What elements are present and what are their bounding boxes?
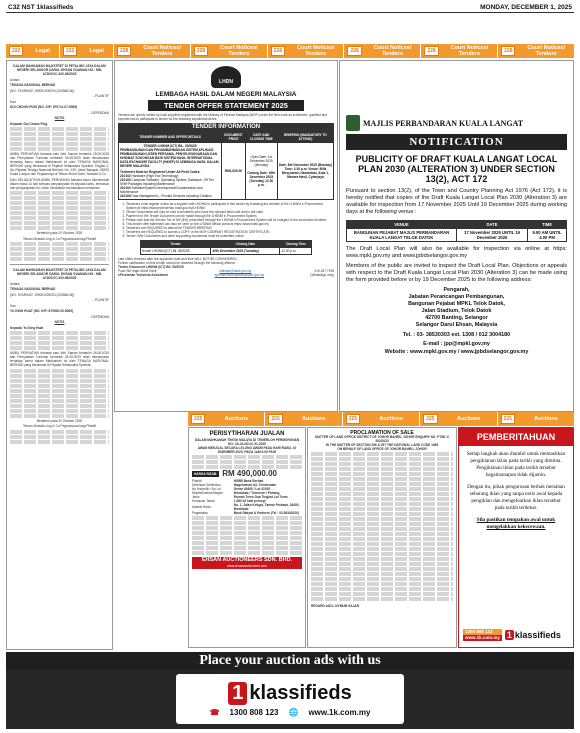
party-line: TENAGA NASIONAL BERHAD: [10, 287, 56, 291]
logo-mark-icon: 1: [228, 682, 247, 705]
address-line: 42700 Banting, Selangor: [425, 315, 488, 321]
section-label: Auctions: [534, 416, 558, 422]
logo-text: klassifieds: [249, 681, 352, 704]
pemberitahuan-notice: [458, 427, 574, 648]
tender-table: [118, 131, 334, 200]
pemberitahuan-title: PEMBERITAHUAN: [459, 428, 573, 446]
section-number: 222: [9, 46, 23, 56]
auction-details: Plaintif HSBB Bank Berhad Defendan-Defendan Mageswhari A/L Teerasmam No Hakmilik / No Lot Geran 43690 / Lot 31952 Mukim/Daerah/Negeri Mentakab / Temerloh / Pahang Jenis Rumah Teres Dua Tingkat Lot Teras Keluasan Tanah 1,580.16 kaki persegi Alamat Harta No. 1, Jalan Kelupa, Taman Perkasa, 28400, Mentakab Pegawaian Bank Rakyat & Partners (Tel : 03-89343220): [192, 479, 300, 515]
col-header: VENUE: [347, 221, 457, 229]
col-header: DATE: [457, 221, 528, 229]
auctioneer-website[interactable]: www.ehsanauctioneers.com: [192, 563, 302, 569]
col-header: Tender: [140, 241, 211, 248]
banner-title: Place your auction ads with us: [6, 652, 574, 670]
tender-bar: [114, 44, 190, 58]
tender-note: 4. Please note that the Service Tax of 8% (8%) prescribed through the LHDNM e-Procurement System will be charged to the successful tenderer.: [126, 218, 334, 222]
section-number: 225: [191, 414, 205, 424]
field-code-heading: Tenderers Must be Registered Under All Field Codes:: [120, 170, 201, 174]
col-header: Closing Date: [211, 241, 280, 248]
col-header: DATE AND CLOSING TIME: [245, 132, 277, 143]
tender-bar: [268, 44, 344, 58]
section-number: 225: [346, 414, 360, 424]
contact-title: Tender Document LHDNM (ICT) Bil. 05/2025: [118, 265, 184, 269]
tender-bar: [498, 44, 574, 58]
contact-block: [463, 629, 502, 641]
section-label: Auctions: [302, 416, 326, 422]
notice-body: AMBIL PERHATIAN bahawa satu Writ Saman bertarikh 26.08.2025 dan Pernyataan Tuntutan bertarikh 26.08.2025 telah dimasukkan terhadap kamu dalam Mahkamah ini oleh TENAGA NASIONAL BERHAD yang beralamat di Pejabat Setiausaha Syarikat.: [10, 351, 109, 367]
section-label: Court Notices/ Tenders: [373, 45, 412, 57]
col-header: DOCUMENT PRICE: [222, 132, 246, 143]
plan-website[interactable]: Website : www.mpkl.gov.my / www.jpbdselangor.gov.my: [384, 349, 529, 355]
notice-signer: Tetuan Mustafa Ling & Co Peguamcara bagi Plaintif: [23, 424, 96, 428]
col-header: TIME: [528, 221, 567, 229]
party-line: ...PLAINTIF: [92, 94, 109, 98]
lhdn-logo: [118, 66, 334, 88]
banner-logo-box: [176, 674, 404, 724]
dates-cell: 17 November 2025 UNTIL 19 December 2025: [457, 229, 528, 242]
auction-notice-perisytiharan: [188, 427, 306, 648]
auction-title: PERISYTIHARAN JUALAN: [209, 431, 285, 437]
auctioneer-signature: REGARD AUCL NYMUM SAJAR: [311, 604, 359, 608]
party-line: Antara: [10, 77, 20, 82]
banner-phone[interactable]: 1300 808 123: [229, 707, 279, 717]
section-label: Auctions: [224, 416, 249, 422]
reserve-price-label: HARGA RIZAB:: [194, 472, 218, 476]
party-line: (NO. SYARIKAT: 199001009294 (200866-W)): [10, 88, 75, 93]
banner-contacts: [210, 708, 371, 717]
legal-bar: [60, 44, 113, 58]
tender-note: 2. Tender Documents will only be sold to tenderers who have the relevant field code and is still valid.: [126, 210, 334, 214]
objection-address: [346, 287, 567, 329]
mpkl-header: [346, 115, 567, 131]
address-line: Jalan Stadium, Telok Datok: [421, 308, 492, 314]
party-line: ...DEFENDAN: [88, 314, 109, 319]
tender-note: Late offers received after the appointed date and time WILL NOT BE CONSIDERED.: [118, 257, 238, 261]
globe-icon: 🌐: [288, 707, 299, 717]
lhdn-logo-text: LHDN: [211, 66, 241, 88]
mpkl-agency-name: MAJLIS PERBANDARAN KUALA LANGAT: [363, 118, 524, 128]
notification-heading: NOTIFICATION: [346, 134, 567, 150]
section-label: Legal: [89, 48, 104, 54]
section-number: 228: [347, 46, 361, 56]
notice-body: DAN SELANJUTNYA AMBIL PERHATIAN bahawa kamu dikehendaki dalam masa 14 hari selepas penyampaian ini kepada kamu, termasuk hari penyampaian itu, kamu hendaklah memasukkan kehadiran.: [10, 177, 109, 190]
tender-notes: [118, 202, 334, 238]
plan-email[interactable]: E-mail : jpp@mpkl.gov.my: [423, 341, 490, 347]
open-date: Open Date: 1st December 2025 (Monday): [249, 155, 273, 167]
lhdn-tender-notice: [114, 60, 338, 412]
col-header: TENDER NUMBER AND OFFER DETAILS: [119, 132, 222, 143]
phone-icon: ☎: [209, 707, 220, 717]
plan-paragraph: The Draft Local Plan will also be available for inspection via online at https: www.mpkl.gov.my and www.jpbdselangor.gov.my: [346, 246, 567, 259]
closing-date: Closing Date: 30th December 2025 (Tuesday) 12.00 p.m.: [247, 171, 276, 187]
banner-url[interactable]: www.1k.com.my: [308, 707, 371, 717]
times-cell: 9.00 AM UNTIL 4.00 PM: [528, 229, 567, 242]
section-number: 228: [424, 46, 438, 56]
auction-ads-banner[interactable]: [6, 652, 574, 729]
notice-signer: Tetuan Mustafa Ling & Co Peguamcara bagi Plaintif: [23, 236, 96, 241]
notice-date: Bertarikh pada 20 Oktober 2025: [36, 418, 83, 423]
party-line: ...DEFENDAN: [88, 110, 109, 115]
tender-number: TENDER LHDNM (ICT) BIL. 05/2025: [143, 144, 197, 148]
page-header-date: MONDAY, DECEMBER 1, 2025: [480, 4, 572, 11]
auction-bars: [188, 412, 574, 426]
section-label: Auctions: [456, 416, 481, 422]
contact-email[interactable]: sitihajar@hasil.gov.my: [219, 269, 252, 273]
legal-bar: [6, 44, 59, 58]
mpkl-plan-notice: [339, 60, 574, 412]
logo-text: klassifieds: [514, 630, 561, 640]
tender-note: Further clarification on this tender should be obtained through the following officers:: [118, 261, 236, 265]
klassifieds-logo: [505, 630, 561, 640]
notice-heading: NOTIS: [54, 320, 65, 324]
section-number: 225: [423, 414, 437, 424]
section-label: Court Notices/ Tenders: [296, 45, 335, 57]
auction-subtitle: IN THE MATTER OF SECTION 256 & 257 THE NATIONAL LAND CODE 1965: [325, 443, 439, 447]
party-line: TENAGA NASIONAL BERHAD: [10, 83, 56, 87]
tender-intro: Tenders are openly invited by local suppliers registered with the Ministry of Finance Malaysia (MOF) under the field code as scheduled, qualified and experienced to participate in tender for the following supplies/services:: [118, 113, 328, 121]
header-divider: [6, 12, 574, 13]
party-line: Dan: [10, 99, 16, 104]
section-number: 228: [117, 46, 131, 56]
court-heading: DALAM MAHKAMAH MAJISTRET DI PETALING JAYA DALAM NEGERI SELANGOR DARUL EHSAN GUAMAN NO.: MB-A72NCVC-920-08/2025: [13, 64, 106, 76]
pemberitahuan-paragraph: Dengan itu, pihak pengurusan berhak menahan sebarang iklan yang tanpa notis awal kepada pengiklan dan mengeluarkan iklan tersebut pada tarikh terdekat.: [467, 484, 565, 511]
auction-subtitle: AWAN MENJUAL SECARA LELONG AWAM PADA HARI RABU, 10 DISEMBER 2025, PADA JAM 9.00 PAGI: [197, 446, 297, 454]
tender-bar: [421, 44, 497, 58]
notice-heading: NOTIS: [54, 116, 65, 120]
closing-cell: Tender LHDNM (ICT) Bil. 05/2025: [140, 248, 211, 255]
auction-subtitle: DALAM MAHKAMAH TINGGI MALAYA DI TEMERLOH PERMOHONAN NO: JA-24-NCvC-91-2025: [194, 438, 300, 446]
contact-url[interactable]: www.1k.com.my: [465, 635, 500, 640]
klassifieds-logo: [228, 682, 351, 705]
auction-subtitle: MATTER OF LAND OFFICE DISTRICT OF JOHOR BAHRU, JOHOR ENQUIRY NO. PT/B/ 1/ 402/2023: [315, 435, 449, 443]
address-line: Jabatan Perancangan Pembangunan,: [408, 294, 505, 300]
auction-subtitle: ON BEHALF OF LAND OFFICE OF JOHOR BAHRU, JOHOR: [337, 447, 427, 451]
notice-addressee: Kepada: Doi Choon Ping: [10, 121, 48, 126]
contact-row: Puan Siti Hajar Mohd Hanif sitihajar@hasil.gov.my 019-267 7198: [118, 269, 334, 273]
field-code: 210104 Software/System Development/Customization and Maintenance: [120, 186, 203, 194]
section-label: Auctions: [379, 416, 403, 422]
venue-table: [346, 220, 567, 242]
section-label: Court Notices/ Tenders: [527, 45, 566, 57]
page-header-left: C32 NST 1klassifieds: [8, 4, 74, 11]
legal-notices-column: [6, 60, 113, 650]
field-code: 210103 Computer Software, Operating System, Database, Off The Shelf Packages including Maintenance: [120, 178, 214, 186]
contact-row: ePerolehan Technical Assistance eperolehanhelpdesk@hasil.gov.my (WhatsApp only): [118, 273, 334, 277]
mpkl-crest-icon: [346, 115, 360, 131]
reserve-price-row: [192, 471, 302, 477]
auction-bar: [420, 412, 496, 426]
party-line: YU KING HUAT (NO. K/P: 870000-00-5065): [10, 309, 74, 313]
address-line: Bangunan Pejabat MPKL Telok Datok,: [408, 301, 505, 307]
notice-body: AMBIL PERHATIAN bahawa satu Writ Saman bertarikh 28.08.2025 dan Pernyataan Tuntutan bertarikh 26.08.2025 telah dimasukkan terhadap kamu dalam Mahkamah ini oleh TENAGA NASIONAL BERHAD yang beralamat di Pejabat Setiausaha Syarikat, Tingkat 2, Ibu Pejabat Tenaga Nasional Berhad, No. 129, Jalan Bangsar, 59200 Kuala Lumpur dan Peguamnya di Tetuan Mohd Sobri, Nawawi & Co.: [10, 152, 109, 176]
section-label: Court Notices/ Tenders: [450, 45, 489, 57]
tender-bars: [114, 44, 574, 58]
field-code: 210102 Hardware (High End Technology): [120, 174, 179, 178]
section-number: 222: [63, 46, 77, 56]
auction-title: PROCLAMATION OF SALE: [350, 430, 414, 436]
venue-cell: BANGUNAN PEJABAT MAJLIS PERBANDARAN KUALA LANGAT TELOK DATOK: [347, 229, 457, 242]
pemberitahuan-paragraph: Sila pastikan tempahan awal untuk mengelakkan kekecewaan.: [476, 517, 556, 530]
plan-paragraph: Pursuant to section 13(2), of the Town and Country Planning Act 1976 (Act 172), it is hereby notified that copies of the Draft Kuala Langat Local Plan 2030 (Alteration 3) are available for inspection from 17 November 2025 Until 19 December 2025 during working days at the following venue :: [346, 188, 567, 215]
party-line: Antara: [10, 281, 20, 286]
tender-note: 7. Tenderers are REQUIRED to submit a COPY of the MOF COMPANY REGISTRATION CERTIFICATE.: [126, 230, 334, 234]
tender-bar: [344, 44, 420, 58]
section-number: 228: [271, 46, 285, 56]
pemberitahuan-paragraph: Setiap langkah akan diambil untuk memastikan pengiklanan iklan pada tarikh yang diminta. Pengiklanan iklan pada tarikh tersebut bagaimanapun tidak dijamin.: [466, 451, 566, 478]
tender-note: 8. Tender Offer Documents and other supporting documents must be submitted online.: [126, 234, 334, 238]
plan-paragraph: Members of the public are invited to inspect the Draft Local Plan. Objections or appeals with respect to the Draft Kuala Langat Local Plan 2030 (Alteration 3) can be made using the form provided before or by 19 December 2025 to the following address:: [346, 263, 567, 283]
section-number: 228: [194, 46, 208, 56]
section-number: 228: [501, 46, 515, 56]
lhdn-agency-name: LEMBAGA HASIL DALAM NEGERI MALAYSIA: [155, 91, 297, 98]
tender-bar: [191, 44, 267, 58]
party-line: DOI CHOON PING (NO. K/P: 870711-07-5065): [10, 105, 78, 109]
document-price: RM1,000.00: [222, 143, 246, 200]
section-number: 225: [501, 414, 515, 424]
tender-note: 3. Payment for the Tender Document can be made through the LHDNM e-Procurement System.: [126, 214, 334, 218]
contact-email[interactable]: eperolehanhelpdesk@hasil.gov.my: [214, 273, 264, 277]
address-line: Selangor Darul Ehsan, Malaysia: [415, 322, 498, 328]
tender-statement-title: TENDER OFFER STATEMENT 2025: [148, 100, 304, 111]
field-code: 210106 Data Management – Provide Services including Creation: [120, 194, 212, 198]
auction-bar: [498, 412, 574, 426]
tender-note: 1. Tenderers must register online as a supplier with LHDNM to participate in this tender by browsing the website of the LHDNM e-Procurement System at https://www.eperolehan.hasil.gov.my/LHDNM: [126, 202, 334, 210]
tender-note: 6. Tenderers are REQUIRED to attend the TENDER BRIEFING: [126, 226, 334, 230]
col-header: Closing Time: [280, 241, 312, 248]
briefing-details: Date: 8th December 2025 (Monday) Time: 2.30 p.m. Venue: Bilik Mesyuarat Lrikoandalu, Aras 1, Menara Hasil, Cyberjaya: [277, 143, 333, 200]
closing-cell: 12.00 p.m.: [280, 248, 312, 255]
section-label: Legal: [35, 48, 50, 54]
section-label: Court Notices/ Tenders: [143, 45, 181, 57]
closing-cell: 30th December 2025 (Tuesday): [211, 248, 280, 255]
legal-bars: [6, 44, 113, 58]
auction-bar: [265, 412, 341, 426]
tender-note: 5. This tender offer statement can also be seen on the LHDNM official portal at https://www.hasil.gov.my: [126, 222, 334, 226]
logo-mark-icon: 1: [506, 630, 512, 640]
party-line: ...PLAINTIF: [92, 298, 109, 302]
section-number: 225: [268, 414, 282, 424]
pemberitahuan-footer: [463, 629, 569, 641]
reserve-price: RM 490,000.00: [222, 469, 277, 478]
tender-info-heading: TENDER INFORMATION: [118, 123, 334, 131]
contact-phone[interactable]: 1300 808 123: [463, 629, 502, 635]
closing-table: [140, 240, 313, 255]
party-line: (NO. SYARIKAT: 199001009294 (200866-W)): [10, 292, 75, 297]
court-heading: DALAM MAHKAMAH MAJISTRET DI PETALING JAYA DALAM NEGERI SELANGOR DARUL EHSAN GUAMAN NO.: MB-A72NCVC-920-08/2025: [13, 268, 106, 280]
party-line: Dan: [10, 303, 16, 308]
auction-bar: [343, 412, 419, 426]
notice-date: Bertarikh pada 20 Oktober 2025: [36, 231, 83, 235]
address-line: Pengarah,: [443, 287, 470, 293]
auction-notice-proclamation: [307, 427, 457, 648]
plan-phone: Tel. : 03- 38530303 ext. 1308 / 012 3004180: [402, 332, 511, 338]
plan-headline: PUBLICITY OF DRAFT KUALA LANGAT LOCAL PLAN 2030 (ALTERATION 3) UNDER SECTION 13(2), ACT 172: [355, 154, 558, 184]
tender-description: PEMBANGUNAN DAN PENAMBAHBAIKAN SISTEM APLIKASI PEMBANGUNAN LESEN PERSAMA, PENYELENGGARAAN DAN KHIDMAT SOKONGAN BAGI SISTEM HASIL INTERNATIONAL DATA EXCHANGE FACILITY (HiDEF) DI LEMBAGA HASIL DALAM NEGERI MALAYSIA: [120, 148, 219, 168]
col-header: BRIEFING (MANDATORY TO ATTEND): [277, 132, 333, 143]
auction-bar: [188, 412, 264, 426]
notice-addressee: Kepada: Yu King Huat: [10, 325, 44, 330]
auctioneer-name: EHSAN AUCTIONEERS SDN. BHD.: [192, 557, 302, 563]
section-label: Court Notices/ Tenders: [220, 45, 258, 57]
